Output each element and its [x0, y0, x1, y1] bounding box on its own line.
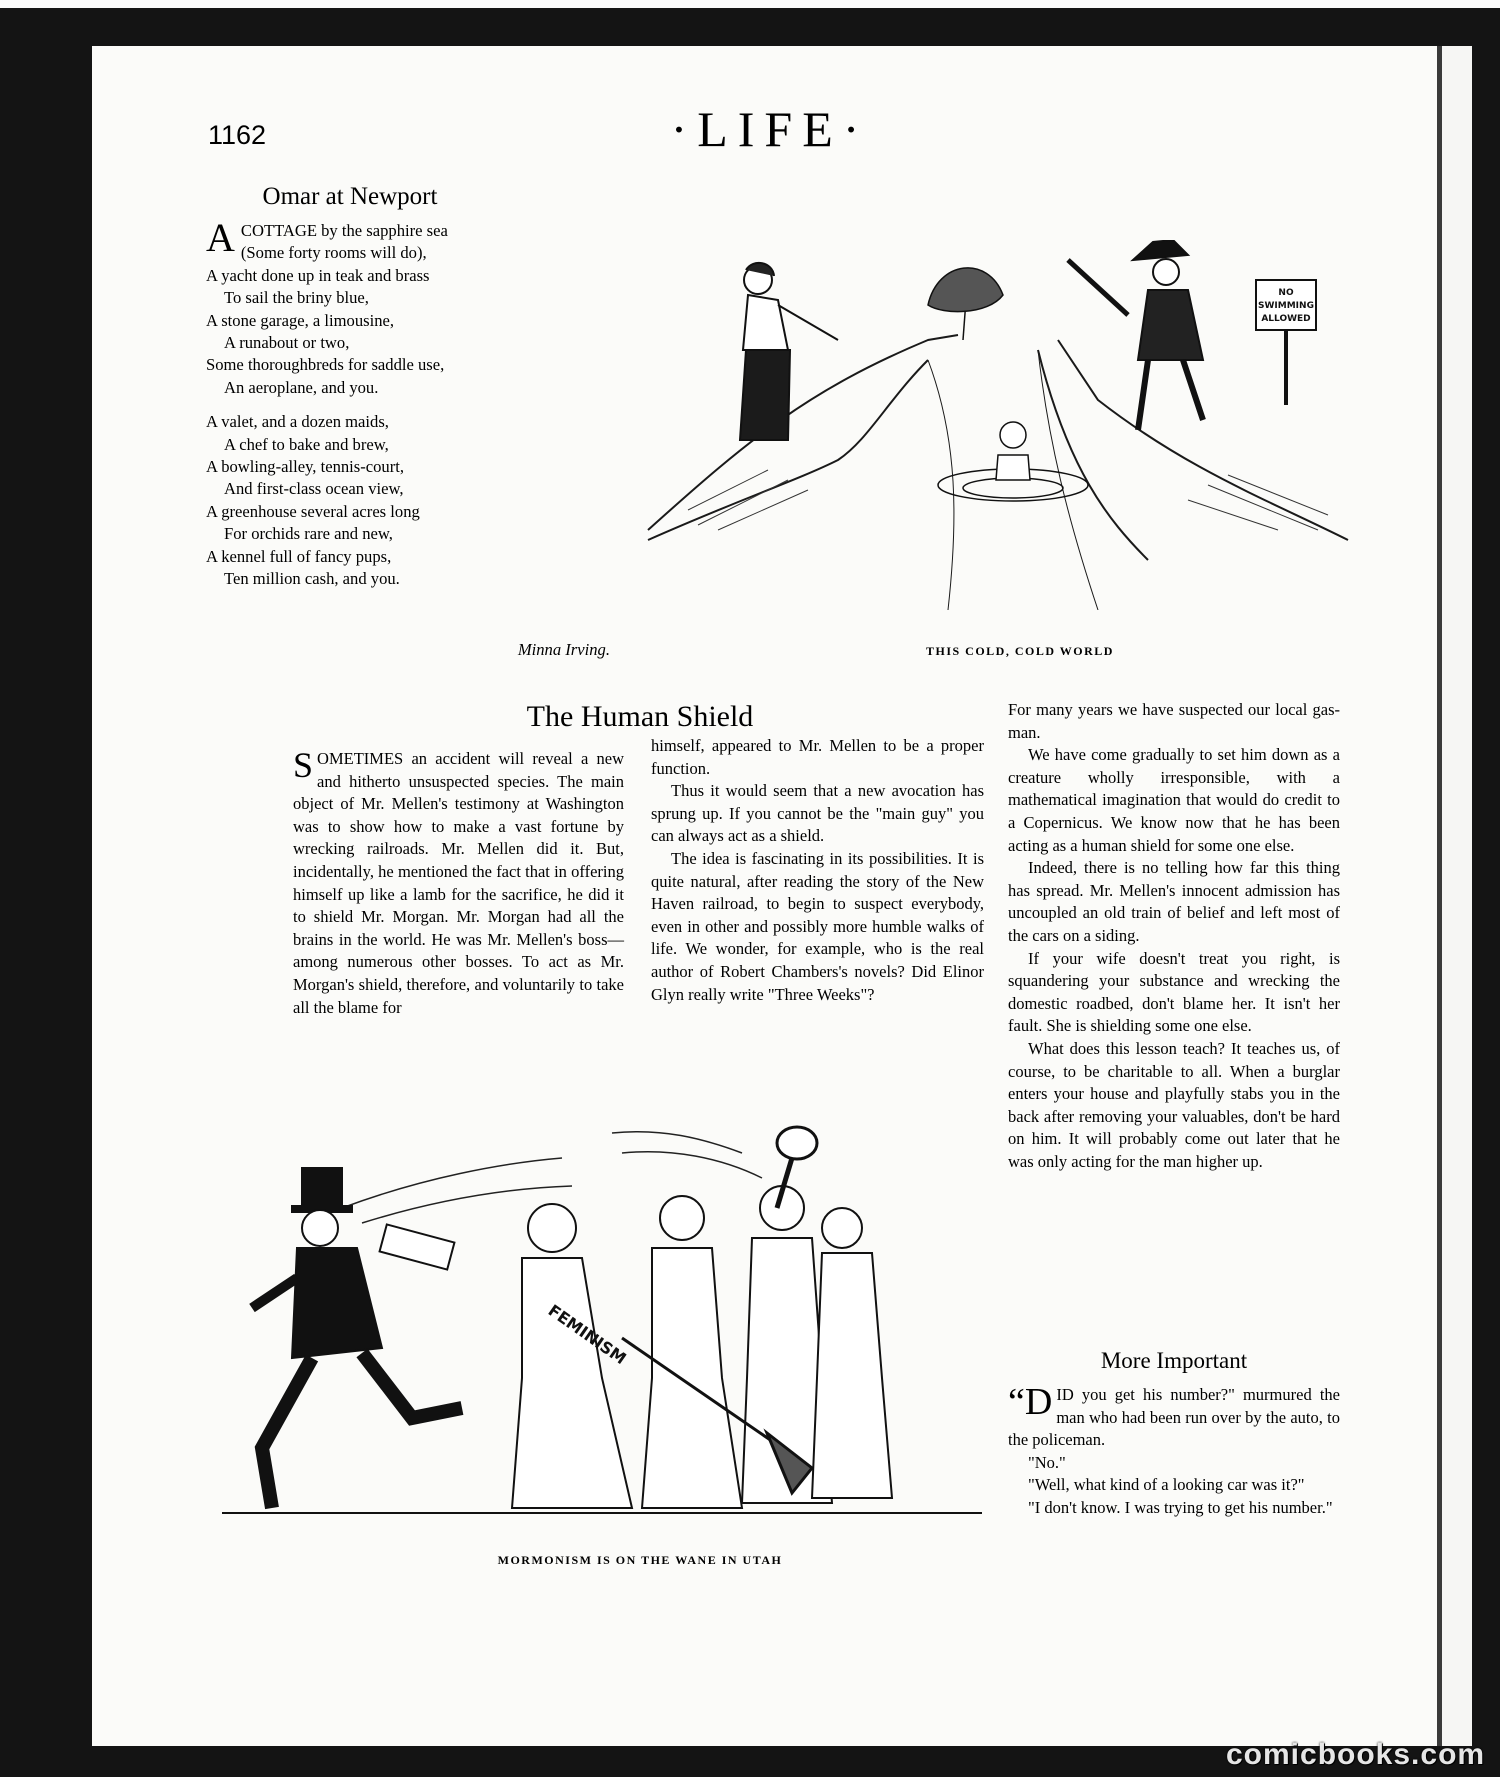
article-paragraph: The idea is fascinating in its possibilities. It is quite natural, after reading the story of the New Haven railroad, to begin to suspect everybody, even in other and possibly more humble walks of life. We wonder, for example, who is the real author of Robert Chambers's novels? Did Elinor Glyn really write "Three Weeks"?: [651, 848, 984, 1004]
no-swimming-sign: [1256, 280, 1316, 405]
article-column-3: [1008, 699, 1340, 1173]
more-important-paragraph: "I don't know. I was trying to get his number.": [1028, 1497, 1333, 1517]
poem-line: A valet, and a dozen maids,: [206, 412, 389, 432]
poem-line: To sail the briny blue,: [224, 288, 369, 308]
poem-author: Minna Irving.: [517, 640, 610, 659]
article-column-1: [293, 745, 624, 1019]
poem-line: A yacht done up in teak and brass: [206, 265, 430, 285]
sign-line-3: ALLOWED: [1261, 314, 1311, 324]
cartoon-caption-cold-world: THIS COLD, COLD WORLD: [926, 644, 1114, 658]
cartoon-mormonism: [222, 1118, 982, 1528]
more-important-paragraph: "Well, what kind of a looking car was it?": [1028, 1475, 1305, 1495]
more-important-paragraph: "No.": [1028, 1452, 1066, 1472]
article-paragraph: What does this lesson teach? It teaches us, of course, to be charitable to all. When a burglar enters your house and playfully stabs you in the back after removing your valuables, don't be hard on him. It will probably come out later that he was only acting for the man higher up.: [1008, 1038, 1340, 1171]
poem-line: Some thoroughbreds for saddle use,: [206, 355, 445, 375]
poem-line: A stone garage, a limousine,: [206, 310, 395, 330]
more-important-title: More Important: [1100, 1348, 1248, 1373]
fleeing-man-figure: [252, 1168, 462, 1508]
women-figures: [512, 1186, 892, 1508]
page-number: 1162: [208, 120, 267, 150]
sign-line-2: SWIMMING: [1258, 301, 1314, 311]
poem-line: A bowling-alley, tennis-court,: [206, 457, 405, 477]
poem-line: COTTAGE by the sapphire sea: [240, 221, 448, 240]
farmer-figure: [1068, 240, 1203, 430]
poem-line: A greenhouse several acres long: [206, 501, 420, 521]
open-quote: “: [1008, 1381, 1025, 1423]
poem-title: Omar at Newport: [262, 183, 438, 210]
poem-line: Ten million cash, and you.: [224, 569, 400, 589]
cartoon-cold-world: [628, 240, 1388, 610]
more-important-drop-cap: [1008, 1381, 1053, 1423]
more-important-paragraph: ID you get his number?" murmured the man who had been run over by the auto, to the policeman.: [1008, 1385, 1340, 1450]
poem-line: For orchids rare and new,: [224, 524, 393, 544]
scan-top-border: [0, 0, 1500, 8]
cartoon-caption-mormonism: MORMONISM IS ON THE WANE IN UTAH: [497, 1553, 783, 1567]
article-paragraph: Indeed, there is no telling how far this thing has spread. Mr. Mellen's innocent admission has uncoupled an old train of belief and left most of the cars on a siding.: [1008, 858, 1340, 945]
more-important-body: [1008, 1381, 1340, 1520]
poem-body: [206, 215, 606, 603]
facing-page-edge: [1442, 46, 1472, 1746]
poem-stanza-2: [206, 411, 606, 590]
tree-drawing: [928, 268, 1003, 340]
article-drop-cap: S: [293, 745, 314, 785]
poem-line: A kennel full of fancy pups,: [206, 546, 392, 566]
article-paragraph: OMETIMES an accident will reveal a new and hitherto unsuspected species. The main object of Mr. Mellen's testimony at Washington was to show how to make a vast fortune by wrecking railroads. Mr. Mellen did it. But, incidentally, he mentioned the fact that in offering himself up like a lamb for the sacrifice, he did it to shield Mr. Morgan. Mr. Morgan had all the brains in the world. He was Mr. Mellen's boss—among numerous other bosses. To act as Mr. Morgan's shield, therefore, and voluntarily to take all the blame for: [293, 749, 624, 1017]
article-paragraph: We have come gradually to set him down as a creature wholly irresponsible, with a mathematical imagination that would do credit to a Copernicus. We know now that he has been acting as a human shield for some one else.: [1008, 745, 1340, 855]
article-paragraph: For many years we have suspected our local gas-man.: [1008, 700, 1340, 742]
poem-line: An aeroplane, and you.: [224, 377, 379, 397]
article-paragraph: himself, appeared to Mr. Mellen to be a proper function.: [651, 736, 984, 778]
article-paragraph: Thus it would seem that a new avocation has sprung up. If you cannot be the "main guy" you can always act as a shield.: [651, 781, 984, 846]
poem-line: A runabout or two,: [224, 333, 350, 353]
poem-line: And first-class ocean view,: [224, 479, 404, 499]
poem-line: A chef to bake and brew,: [224, 434, 389, 454]
article-title: The Human Shield: [526, 700, 754, 733]
article-paragraph: If your wife doesn't treat you right, is squandering your substance and wrecking the domestic roadbed, don't blame her. It isn't her fault. She is shielding some one else.: [1008, 948, 1340, 1036]
drop-letter: D: [1024, 1381, 1053, 1423]
poem-stanza-1: [206, 215, 606, 399]
brush-projectile: [380, 1224, 455, 1269]
sign-line-1: NO: [1278, 288, 1294, 298]
woman-figure: [740, 263, 838, 440]
masthead: ·LIFE·: [670, 101, 870, 157]
article-column-2: [651, 735, 984, 1006]
poem-line: (Some forty rooms will do),: [240, 243, 427, 263]
sash-label: FEMINISM: [544, 1300, 630, 1369]
watermark: comicbooks.com: [1226, 1738, 1486, 1771]
poem-drop-cap: A: [206, 215, 235, 260]
